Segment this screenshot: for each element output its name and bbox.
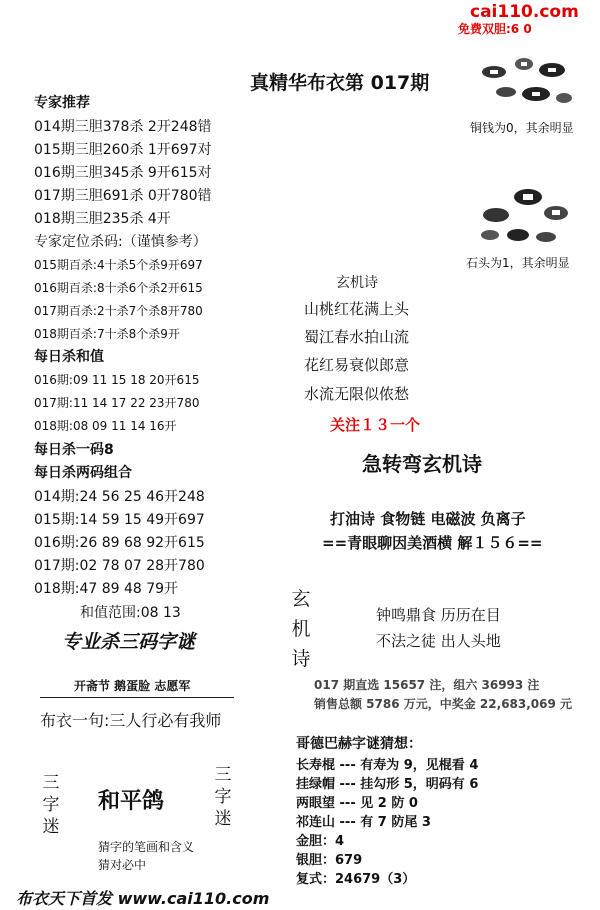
sum-heading: 每日杀和值 <box>34 349 104 365</box>
footer-text: 布衣天下首发 www.cai110.com <box>16 889 270 908</box>
position-item: 015期百杀:4十杀5个杀9开697 <box>34 258 203 272</box>
sum-item: 016期:09 11 15 18 20开615 <box>34 373 200 387</box>
fushi-pick: 复式：24679（3） <box>296 872 416 887</box>
side-label-right: 三字迷 <box>214 765 232 829</box>
poem-line: 蜀江春水拍山流 <box>304 328 410 346</box>
big-word: 和平鸽 <box>98 789 165 814</box>
riddle-line: ==青眼聊因美酒横 解１５６== <box>322 534 543 552</box>
kill-two-item: 016期:26 89 68 92开615 <box>34 535 205 551</box>
position-item: 018期百杀:7十杀8个杀9开 <box>34 327 180 341</box>
sum-item: 018期:08 09 11 14 16开 <box>34 419 177 433</box>
page-title: 真精华布衣第 017期 <box>250 72 430 94</box>
side-label-left: 三字迷 <box>42 773 60 837</box>
promo-text: 免费双胆:6 0 <box>458 22 532 36</box>
verse-line: 不法之徒 出人头地 <box>376 632 501 650</box>
poem-line: 水流无限似侬愁 <box>304 385 410 403</box>
sales-line: 017 期直选 15657 注，组六 36993 注 <box>314 678 540 692</box>
goedel-item: 两眼望 --- 见 2 防 0 <box>296 796 418 811</box>
poem-title: 玄机诗 <box>336 275 378 291</box>
coins-illustration <box>476 50 576 112</box>
stones-illustration <box>476 185 576 245</box>
twist-title: 急转弯玄机诗 <box>362 452 482 476</box>
silver-pick: 银胆：679 <box>296 853 363 868</box>
expert-heading: 专家推荐 <box>34 95 90 111</box>
poem-line: 山桃红花满上头 <box>304 300 410 318</box>
expert-item: 016期三胆345杀 9开615对 <box>34 165 212 181</box>
expert-item: 018期三胆235杀 4开 <box>34 211 171 227</box>
goedel-item: 挂绿帽 --- 挂勾形 5，明码有 6 <box>296 777 479 792</box>
riddle-title: 专业杀三码字谜 <box>62 631 196 653</box>
position-item: 016期百杀:8十杀6个杀2开615 <box>34 281 203 295</box>
position-item: 017期百杀:2十杀7个杀8开780 <box>34 304 203 318</box>
goedel-title: 哥德巴赫字谜猜想： <box>296 736 422 752</box>
hint-line: 猜对必中 <box>98 858 147 872</box>
divider <box>40 697 234 698</box>
kill-two-heading: 每日杀两码组合 <box>34 465 132 481</box>
kill-two-item: 017期:02 78 07 28开780 <box>34 558 205 574</box>
stone-caption: 石头为1，其余明显 <box>466 256 570 270</box>
kill-two-item: 018期:47 89 48 79开 <box>34 581 179 597</box>
keywords-line: 打油诗 食物链 电磁波 负离子 <box>330 510 526 528</box>
kill-two-item: 014期:24 56 25 46开248 <box>34 489 205 505</box>
kill-two-item: 015期:14 59 15 49开697 <box>34 512 205 528</box>
sum-range: 和值范围:08 13 <box>80 605 181 621</box>
expert-item: 015期三胆260杀 1开697对 <box>34 142 212 158</box>
kill-one: 每日杀一码8 <box>34 442 114 458</box>
gold-pick: 金胆：4 <box>296 834 345 849</box>
festival-line: 开斋节 鹅蛋脸 志愿军 <box>74 679 191 693</box>
vertical-title: 玄机诗 <box>291 588 311 670</box>
sales-line: 销售总额 5786 万元，中奖金 22,683,069 元 <box>314 697 573 711</box>
expert-item: 014期三胆378杀 2开248错 <box>34 119 212 135</box>
sum-item: 017期:11 14 17 22 23开780 <box>34 396 200 410</box>
goedel-item: 长寿棍 --- 有寿为 9，见棍看 4 <box>296 758 479 773</box>
focus-text: 关注１３一个 <box>330 416 421 434</box>
coin-caption: 铜钱为0，其余明显 <box>470 121 574 135</box>
buyi-saying: 布衣一句:三人行必有我师 <box>40 711 222 730</box>
position-heading: 专家定位杀码:（谨慎参考） <box>34 234 207 250</box>
expert-item: 017期三胆691杀 0开780错 <box>34 188 212 204</box>
poem-line: 花红易衰似郎意 <box>304 356 410 374</box>
verse-line: 钟鸣鼎食 历历在目 <box>376 606 501 624</box>
site-name: cai110.com <box>470 2 579 22</box>
goedel-item: 祁连山 --- 有 7 防尾 3 <box>296 815 431 830</box>
hint-line: 猜字的笔画和含义 <box>98 840 195 854</box>
